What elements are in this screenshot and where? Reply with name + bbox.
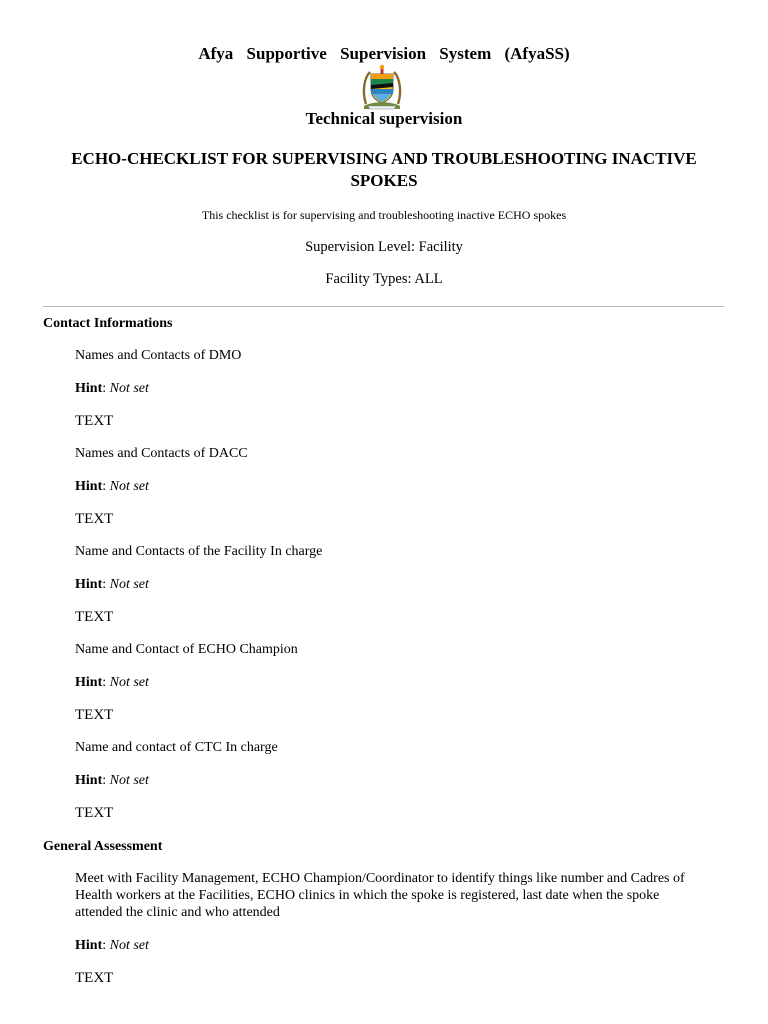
hint-label: Hint — [75, 938, 103, 953]
question-type: TEXT — [75, 413, 114, 429]
hint-value: Not set — [109, 479, 149, 494]
question-label: Name and contact of CTC In charge — [75, 740, 278, 755]
question-label: Name and Contact of ECHO Champion — [75, 642, 298, 657]
supervision-level: Supervision Level: Facility — [305, 239, 463, 255]
question-type: TEXT — [75, 970, 114, 986]
hint-value: Not set — [109, 938, 149, 953]
question-label: Meet with Facility Management, ECHO Champion/Coordinator to identify things like number and Cadres of Health workers at the Facilities, ECHO clinics in which the spoke is registered, last date when the spoke attended the clinic and who attended — [75, 871, 685, 920]
question-type: TEXT — [75, 511, 114, 527]
supervision-type-heading: Technical supervision — [305, 109, 463, 128]
question-hint: Hint: Not set — [75, 577, 149, 592]
question-hint: Hint: Not set — [75, 773, 149, 788]
question-hint: Hint: Not set — [75, 479, 149, 494]
hint-value: Not set — [109, 675, 149, 690]
question-item — [75, 641, 703, 724]
question-type: TEXT — [75, 707, 114, 723]
checklist-content — [43, 315, 703, 987]
facility-types: Facility Types: ALL — [325, 271, 443, 287]
hint-label: Hint — [75, 381, 103, 396]
question-type: TEXT — [75, 609, 114, 625]
question-label: Names and Contacts of DMO — [75, 348, 242, 363]
section-title: General Assessment — [43, 839, 163, 854]
question-label: Name and Contacts of the Facility In charge — [75, 544, 323, 559]
hint-label: Hint — [75, 479, 103, 494]
question-item — [75, 543, 703, 626]
checklist-title: ECHO-CHECKLIST FOR SUPERVISING AND TROUBLESHOOTING INACTIVE SPOKES — [71, 149, 697, 190]
hint-label: Hint — [75, 577, 103, 592]
question-item — [75, 445, 703, 528]
question-hint: Hint: Not set — [75, 381, 149, 396]
hint-label: Hint — [75, 675, 103, 690]
question-label: Names and Contacts of DACC — [75, 446, 248, 461]
question-item — [75, 347, 703, 430]
question-item — [75, 739, 703, 822]
question-hint: Hint: Not set — [75, 938, 149, 953]
question-hint: Hint: Not set — [75, 675, 149, 690]
header-divider — [43, 306, 724, 307]
hint-value: Not set — [109, 773, 149, 788]
question-item — [75, 870, 703, 987]
hint-value: Not set — [109, 381, 149, 396]
app-title: Afya Supportive Supervision System (AfyaSS) — [198, 44, 570, 63]
checklist-description: This checklist is for supervising and troubleshooting inactive ECHO spokes — [201, 208, 567, 222]
hint-label: Hint — [75, 773, 103, 788]
section-title: Contact Informations — [43, 316, 173, 331]
coat-of-arms-icon — [360, 64, 404, 110]
hint-value: Not set — [109, 577, 149, 592]
question-type: TEXT — [75, 805, 114, 821]
